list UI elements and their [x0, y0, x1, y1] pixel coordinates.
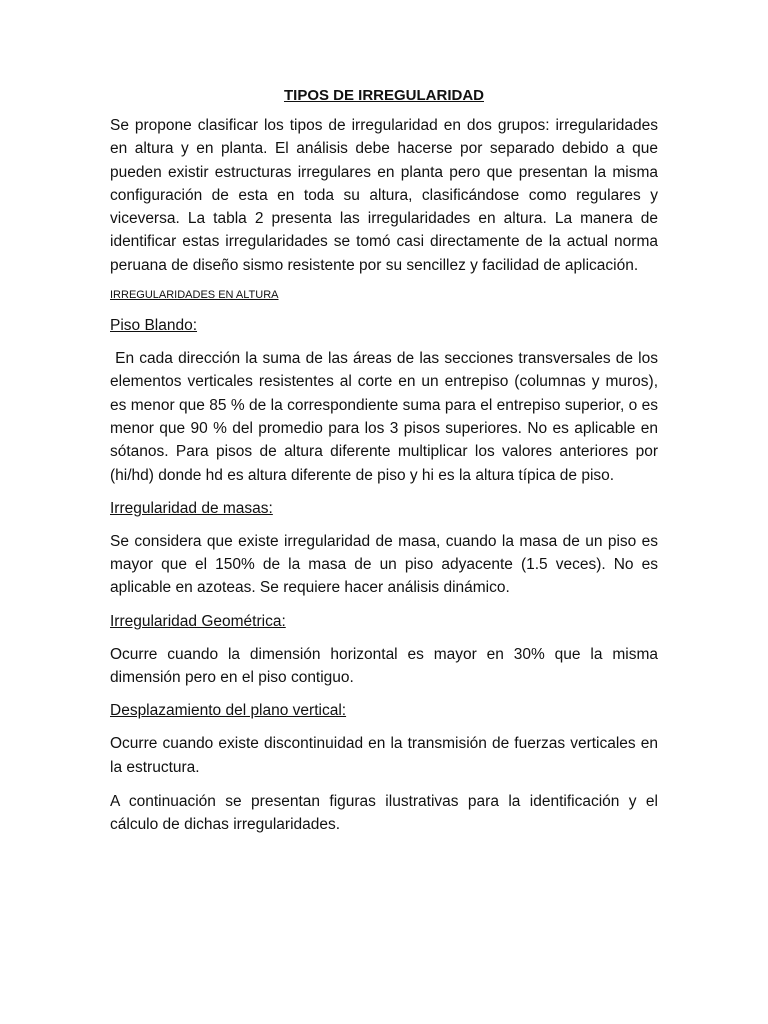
paragraph-piso-blando: En cada dirección la suma de las áreas de las secciones transversales de los elementos verticales resistentes al corte en un entrepiso (columnas y muros), es menor que 85 % de la correspondiente suma para el entrepiso superior, o es menor que 90 % del promedio para los 3 pisos superiores. No es aplicable en sótanos. Para pisos de altura diferente multiplicar los valores anteriores por (hi/hd) donde hd es altura diferente de piso y hi es la altura típica de piso. — [110, 350, 663, 484]
section-heading: IRREGULARIDADES EN ALTURA — [110, 289, 279, 302]
paragraph-desplazamiento-plano: Ocurre cuando existe discontinuidad en la transmisión de fuerzas verticales en la estructura. — [110, 735, 658, 776]
heading-desplazamiento-plano: Desplazamiento del plano vertical: — [110, 702, 347, 720]
heading-piso-blando: Piso Blando: — [110, 317, 198, 335]
heading-irregularidad-masas: Irregularidad de masas: — [110, 499, 273, 517]
intro-paragraph: Se propone clasificar los tipos de irregularidad en dos grupos: irregularidades en altura y en planta. El análisis debe hacerse por separado debido a que pueden existir estructuras irregulares en planta pero que presentan la misma configuración de esta en toda su altura, clasificándose como regulares y viceversa. La tabla 2 presenta las irregularidades en altura. La manera de identificar estas irregularidades se tomó casi directamente de la actual norma peruana de diseño sismo resistente por su sencillez y facilidad de aplicación. — [110, 117, 658, 274]
paragraph-irregularidad-geometrica: Ocurre cuando la dimensión horizontal es mayor en 30% que la misma dimensión pero en el piso contiguo. — [110, 645, 658, 687]
document-title: TIPOS DE IRREGULARIDAD — [283, 87, 484, 104]
document-page — [110, 86, 663, 848]
heading-irregularidad-geometrica: Irregularidad Geométrica: — [110, 612, 286, 630]
closing-paragraph: A continuación se presentan figuras ilustrativas para la identificación y el cálculo de dichas irregularidades. — [110, 792, 658, 834]
paragraph-irregularidad-masas: Se considera que existe irregularidad de masa, cuando la masa de un piso es mayor que el 150% de la masa de un piso adyacente (1.5 veces). No es aplicable en azoteas. Se requiere hacer análisis dinámico. — [110, 532, 658, 597]
